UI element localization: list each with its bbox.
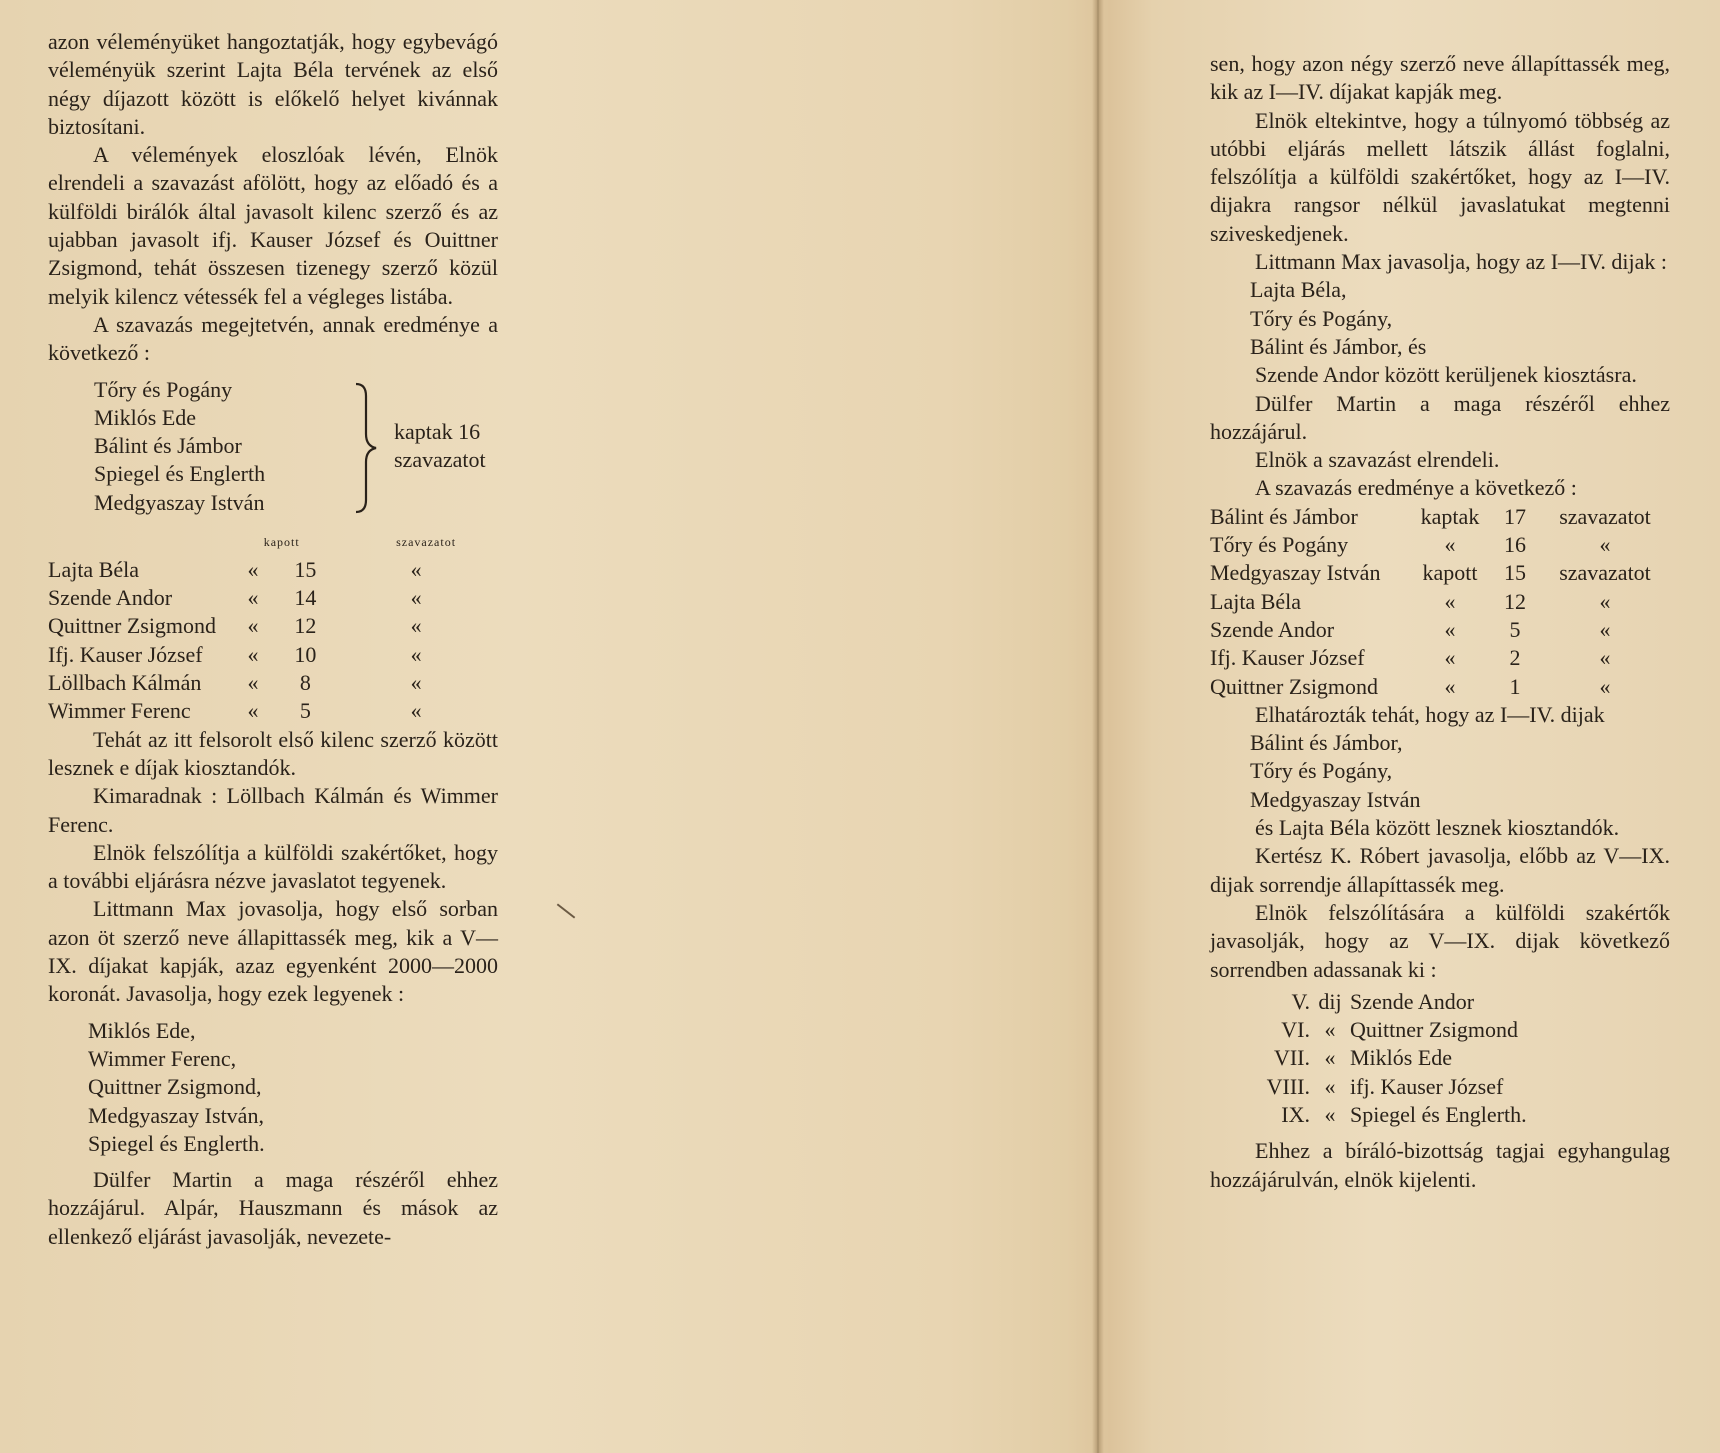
- vote-count: 2: [1509, 645, 1521, 671]
- list-item: Bálint és Jámbor, és: [1250, 333, 1427, 359]
- ditto-mark: «: [247, 641, 259, 667]
- left-para-4: Tehát az itt felsorolt első kilenc szerző között lesznek e díjak kiosztandók.: [48, 726, 498, 780]
- prize-mark: «: [1324, 1101, 1336, 1127]
- table-row: [1260, 1073, 1527, 1101]
- list-item: Quittner Zsigmond,: [88, 1074, 262, 1100]
- vote-name: Löllbach Kálmán: [48, 670, 202, 696]
- vote-verb: «: [1444, 588, 1456, 614]
- right-para-8: Elhatározták tehát, hogy az I—IV. dijak: [1255, 701, 1605, 727]
- ditto-mark: «: [410, 670, 422, 696]
- left-para-5: Kimaradnak : Löllbach Kálmán és Wimmer Ferenc.: [48, 783, 498, 837]
- right-para-3: Littmann Max javasolja, hogy az I—IV. dijak :: [1255, 249, 1668, 275]
- vote-name: Lajta Béla: [1210, 588, 1302, 614]
- ditto-mark: «: [247, 698, 259, 724]
- vote-name: Medgyaszay István: [1210, 560, 1381, 586]
- header-szavazatot: szavazatot: [396, 534, 457, 549]
- prize-mark: «: [1324, 1073, 1336, 1099]
- vote-name: Szende Andor: [1210, 616, 1335, 642]
- prize-rank: VI.: [1281, 1017, 1310, 1043]
- list-item: Medgyaszay István,: [88, 1102, 264, 1128]
- right-list-1: [1210, 276, 1670, 361]
- prize-name: Miklós Ede: [1350, 1045, 1453, 1071]
- left-para-3: A szavazás megejtetvén, annak eredménye a következő :: [48, 311, 498, 366]
- vote-verb: «: [1444, 616, 1456, 642]
- table-row: [1260, 1101, 1527, 1129]
- prize-name: Szende Andor: [1350, 988, 1475, 1014]
- table-row: [1210, 644, 1670, 672]
- right-para-6: Elnök a szavazást elrendeli.: [1255, 447, 1500, 473]
- prize-mark: «: [1324, 1017, 1336, 1043]
- ditto-mark: «: [247, 613, 259, 639]
- table-row: [1210, 559, 1670, 587]
- vote-unit: «: [1599, 532, 1611, 558]
- group-name: Bálint és Jámbor: [94, 433, 242, 459]
- header-kapott: kapott: [263, 534, 300, 549]
- vote-name: Quittner Zsigmond: [1210, 673, 1379, 699]
- vote-unit: «: [1599, 616, 1611, 642]
- right-para-2: Elnök eltekintve, hogy a túlnyomó többség az utóbbi eljárás mellett látszik állást foglalni, felszólítja a külföldi szakértőket, hogy az I—IV. dijakra rangsor nélkül javaslatukat megtenni sziveskedjenek.: [1210, 107, 1670, 246]
- note-line: kaptak 16: [394, 418, 481, 444]
- ditto-mark: «: [410, 698, 422, 724]
- prize-mark: «: [1324, 1045, 1336, 1071]
- vote-unit: «: [1599, 588, 1611, 614]
- list-item: Tőry és Pogány,: [1250, 305, 1393, 331]
- vote-verb: «: [1444, 673, 1456, 699]
- vote-unit: szavazatot: [1559, 560, 1651, 586]
- vote-count: 17: [1504, 503, 1526, 529]
- prize-name: Spiegel és Englerth.: [1350, 1101, 1527, 1127]
- right-para-7: A szavazás eredménye a következő :: [1255, 475, 1577, 501]
- prize-rank: V.: [1291, 988, 1310, 1014]
- table-row: [1210, 531, 1670, 559]
- prize-order-table: [1260, 988, 1527, 1129]
- vote-unit: szavazatot: [1559, 503, 1651, 529]
- ditto-mark: «: [410, 641, 422, 667]
- right-para-10: Kertész K. Róbert javasolja, előbb az V—IX. dijak sorrendje állapíttassék meg.: [1210, 843, 1670, 897]
- prize-rank: VIII.: [1266, 1073, 1310, 1099]
- right-para-1: sen, hogy azon négy szerző neve állapíttassék meg, kik az I—IV. díjakat kapják meg.: [1210, 51, 1670, 105]
- table-row: [1260, 1016, 1527, 1044]
- ditto-mark: «: [247, 585, 259, 611]
- left-para-2: A vélemények eloszlóak lévén, Elnök elrendeli a szavazást afölött, hogy az előadó és a külföldi birálók által javasolt kilenc szerző és az ujabban javasolt ifj. Kauser József és Ouittner Zsigmond, tehát összesen tizenegy szerző közül melyik kilencz vétessék fel a végleges listába.: [48, 142, 498, 309]
- table-row: [1210, 616, 1670, 644]
- prize-name: Quittner Zsigmond: [1350, 1017, 1519, 1043]
- vote-count: 5: [1509, 616, 1521, 642]
- list-item: Miklós Ede,: [88, 1017, 196, 1043]
- vote-count: 12: [1504, 588, 1526, 614]
- table-row: [1210, 588, 1670, 616]
- left-vote-table: [48, 528, 498, 726]
- ditto-mark: «: [410, 556, 422, 582]
- vote-count: 12: [294, 613, 317, 639]
- pencil-mark: [557, 903, 576, 918]
- right-para-9: és Lajta Béla között lesznek kiosztandók.: [1255, 815, 1620, 841]
- list-item: Medgyaszay István: [1250, 786, 1421, 812]
- vote-group-16: [94, 376, 498, 518]
- note-line: szavazatot: [394, 446, 486, 472]
- group-name: Tőry és Pogány: [94, 376, 233, 402]
- vote-verb: «: [1444, 645, 1456, 671]
- right-para-4: Szende Andor között kerüljenek kiosztásra.: [1255, 362, 1637, 388]
- table-row: [48, 669, 498, 697]
- prize-rank: VII.: [1273, 1045, 1310, 1071]
- group-name: Spiegel és Englerth: [94, 461, 266, 487]
- vote-unit: «: [1599, 645, 1611, 671]
- right-list-2: [1210, 729, 1670, 814]
- table-row: [48, 556, 498, 584]
- table-row: [1260, 1044, 1527, 1072]
- vote-count: 8: [299, 670, 311, 696]
- left-page: [48, 28, 498, 1251]
- vote-unit: «: [1599, 673, 1611, 699]
- vote-verb: kaptak: [1420, 503, 1480, 529]
- prize-mark: dij: [1318, 988, 1342, 1014]
- list-item: Lajta Béla,: [1250, 277, 1347, 303]
- group-name: Medgyaszay István: [94, 489, 265, 515]
- vote-count: 10: [294, 641, 317, 667]
- table-row: [1210, 503, 1670, 531]
- vote-count: 1: [1509, 673, 1521, 699]
- table-row: [1210, 673, 1670, 701]
- book-gutter: [1092, 0, 1104, 1453]
- left-para-8: Dülfer Martin a maga részéről ehhez hozzájárul. Alpár, Hauszmann és mások az ellenkező eljárást javasolják, nevezete-: [48, 1167, 498, 1249]
- vote-count: 5: [299, 698, 311, 724]
- vote-count: 16: [1504, 532, 1526, 558]
- ditto-mark: «: [247, 670, 259, 696]
- vote-count: 15: [1504, 560, 1526, 586]
- table-row: [48, 612, 498, 640]
- left-para-6: Elnök felszólítja a külföldi szakértőket, hogy a további eljárásra nézve javaslatot tegyenek.: [48, 839, 498, 894]
- list-item: Spiegel és Englerth.: [88, 1130, 265, 1156]
- vote-name: Szende Andor: [48, 585, 173, 611]
- right-para-5: Dülfer Martin a maga részéről ehhez hozzájárul.: [1210, 390, 1670, 444]
- ditto-mark: «: [410, 613, 422, 639]
- vote-verb: kapott: [1422, 560, 1478, 586]
- right-page: [1210, 50, 1670, 1194]
- vote-name: Ifj. Kauser József: [1210, 645, 1365, 671]
- vote-name: Lajta Béla: [48, 556, 140, 582]
- ditto-mark: «: [410, 585, 422, 611]
- vote-count: 15: [294, 556, 317, 582]
- right-para-11: Elnök felszólítására a külföldi szakértők javasolják, hogy az V—IX. dijak következő sorrendben adassanak ki :: [1210, 899, 1670, 982]
- right-vote-table: [1210, 503, 1670, 701]
- ditto-mark: «: [247, 556, 259, 582]
- vote-count: 14: [294, 585, 317, 611]
- vote-group-note: [394, 418, 486, 474]
- list-item: Bálint és Jámbor,: [1250, 730, 1403, 756]
- group-name: Miklós Ede: [94, 404, 197, 430]
- right-para-12: Ehhez a bíráló-bizottság tagjai egyhangulag hozzájárulván, elnök kijelenti.: [1210, 1138, 1670, 1192]
- prize-rank: IX.: [1281, 1101, 1310, 1127]
- vote-name: Bálint és Jámbor: [1210, 503, 1358, 529]
- left-para-1: azon véleményüket hangoztatják, hogy egybevágó véleményük szerint Lajta Béla tervének az első négy díjazott között is előkelő helyet kivánnak biztosítani.: [48, 29, 498, 139]
- vote-name: Wimmer Ferenc: [48, 698, 191, 724]
- table-header: [48, 528, 498, 556]
- vote-name: Ifj. Kauser József: [48, 641, 203, 667]
- table-row: [48, 697, 498, 725]
- list-item: Tőry és Pogány,: [1250, 758, 1393, 784]
- curly-brace-icon: [352, 382, 378, 514]
- table-row: [48, 584, 498, 612]
- table-row: [48, 641, 498, 669]
- left-list-1: [48, 1017, 498, 1158]
- prize-name: ifj. Kauser József: [1350, 1073, 1504, 1099]
- vote-group-names: [94, 376, 265, 517]
- vote-name: Quittner Zsigmond: [48, 613, 217, 639]
- left-para-7: Littmann Max jovasolja, hogy első sorban azon öt szerző neve állapittassék meg, kik a V—IX. díjakat kapják, azaz egyenként 2000—2000 koronát. Javasolja, hogy ezek legyenek :: [48, 896, 498, 1007]
- list-item: Wimmer Ferenc,: [88, 1045, 237, 1071]
- vote-verb: «: [1444, 532, 1456, 558]
- table-row: [1260, 988, 1527, 1016]
- vote-name: Tőry és Pogány: [1210, 532, 1349, 558]
